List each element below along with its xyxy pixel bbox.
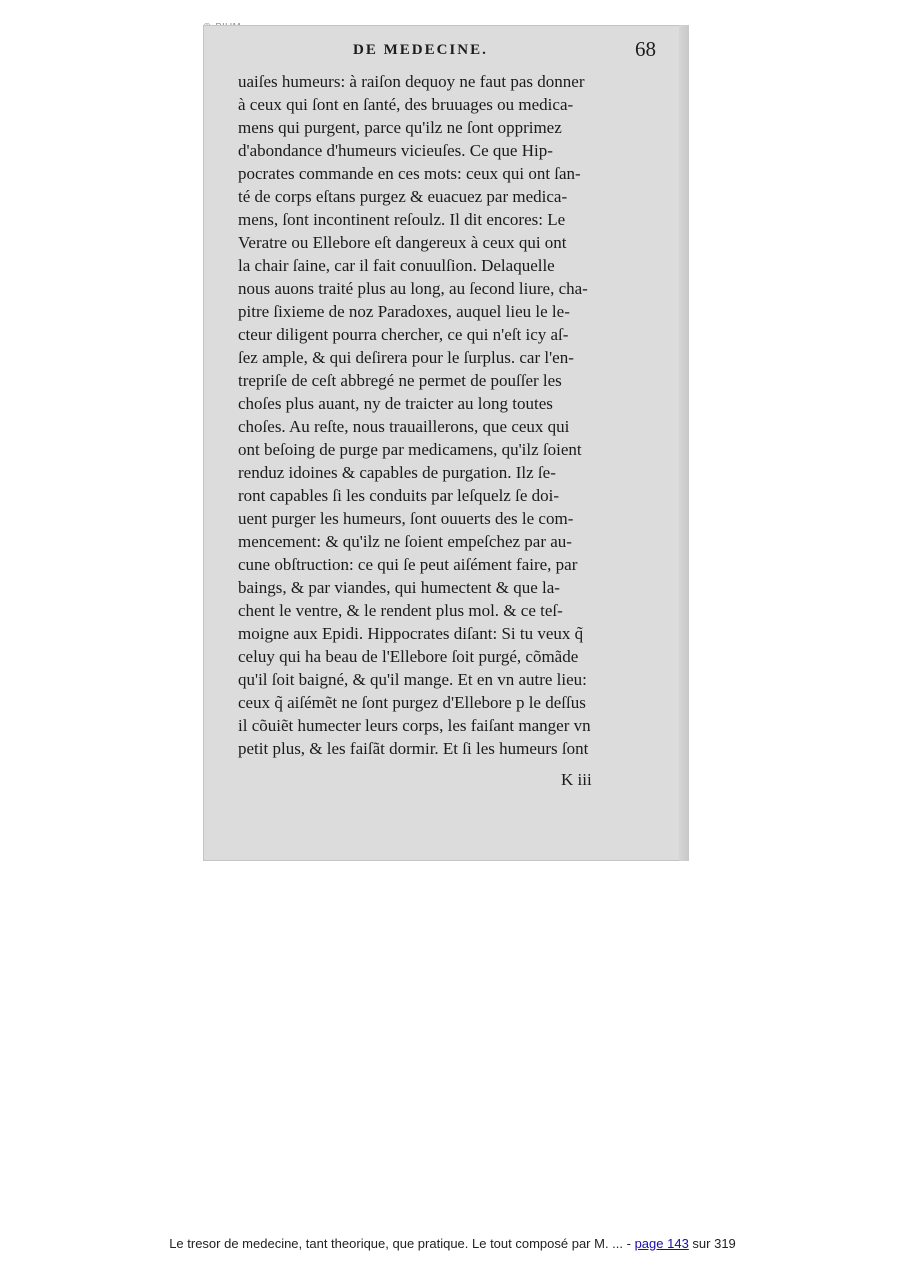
text-line: choſes. Au reſte, nous trauaillerons, que ceux qui <box>238 417 570 436</box>
page-link[interactable]: page 143 <box>634 1236 689 1251</box>
text-line: à ceux qui ſont en ſanté, des bruuages ou medica- <box>238 95 574 114</box>
scanned-page <box>203 25 689 861</box>
printed-page-number: 68 <box>635 37 656 61</box>
text-line: d'abondance d'humeurs vicieuſes. Ce que Hip- <box>238 141 553 160</box>
text-line: Veratre ou Ellebore eſt dangereux à ceux qui ont <box>238 233 567 252</box>
text-line: té de corps eſtans purgez & euacuez par medica- <box>238 187 568 206</box>
text-line: moigne aux Epidi. Hippocrates diſant: Si tu veux q̃ <box>238 624 584 643</box>
text-line: il cõuiẽt humecter leurs corps, les faiſant manger vn <box>238 716 591 735</box>
running-head: DE MEDECINE. <box>353 42 488 58</box>
text-line: mens, ſont incontinent reſoulz. Il dit encores: Le <box>238 210 566 229</box>
footer-title: Le tresor de medecine, tant theorique, que pratique. Le tout composé par M. ... - <box>169 1236 635 1251</box>
text-line: baings, & par viandes, qui humectent & que la- <box>238 578 560 597</box>
text-line: qu'il ſoit baigné, & qu'il mange. Et en vn autre lieu: <box>238 670 587 689</box>
text-line: uent purger les humeurs, ſont ouuerts des le com- <box>238 509 574 528</box>
page-body-text <box>238 70 668 760</box>
text-line: la chair ſaine, car il fait conuulſion. Delaquelle <box>238 256 555 275</box>
text-line: uaiſes humeurs: à raiſon dequoy ne faut pas donner <box>238 72 585 91</box>
text-line: ront capables ſi les conduits par leſquelz ſe doi- <box>238 486 560 505</box>
text-line: pitre ſixieme de noz Paradoxes, auquel lieu le le- <box>238 302 570 321</box>
text-line: ont beſoing de purge par medicamens, qu'ilz ſoient <box>238 440 582 459</box>
text-line: mens qui purgent, parce qu'ilz ne ſont opprimez <box>238 118 562 137</box>
footer-page-total: sur 319 <box>688 1236 736 1251</box>
page-footer <box>0 1236 905 1251</box>
signature-mark: K iii <box>561 770 592 789</box>
text-line: mencement: & qu'ilz ne ſoient empeſchez par au- <box>238 532 572 551</box>
text-line: ceux q̃ aiſémẽt ne ſont purgez d'Ellebore p le deſſus <box>238 693 586 712</box>
text-line: chent le ventre, & le rendent plus mol. & ce teſ- <box>238 601 563 620</box>
text-line: trepriſe de ceſt abbregé ne permet de pouſſer les <box>238 371 562 390</box>
text-line: renduz idoines & capables de purgation. Ilz ſe- <box>238 463 556 482</box>
text-line: choſes plus auant, ny de traicter au long toutes <box>238 394 553 413</box>
text-line: cteur diligent pourra chercher, ce qui n'eſt icy aſ- <box>238 325 569 344</box>
scan-page-edge <box>679 25 689 861</box>
text-line: ſez ample, & qui deſirera pour le ſurplus. car l'en- <box>238 348 574 367</box>
text-line: celuy qui ha beau de l'Ellebore ſoit purgé, cõmãde <box>238 647 579 666</box>
text-line: nous auons traité plus au long, au ſecond liure, cha- <box>238 279 588 298</box>
text-line: pocrates commande en ces mots: ceux qui ont ſan- <box>238 164 581 183</box>
text-line: petit plus, & les faiſãt dormir. Et ſi les humeurs ſont <box>238 739 589 758</box>
text-line: cune obſtruction: ce qui ſe peut aiſément faire, par <box>238 555 578 574</box>
